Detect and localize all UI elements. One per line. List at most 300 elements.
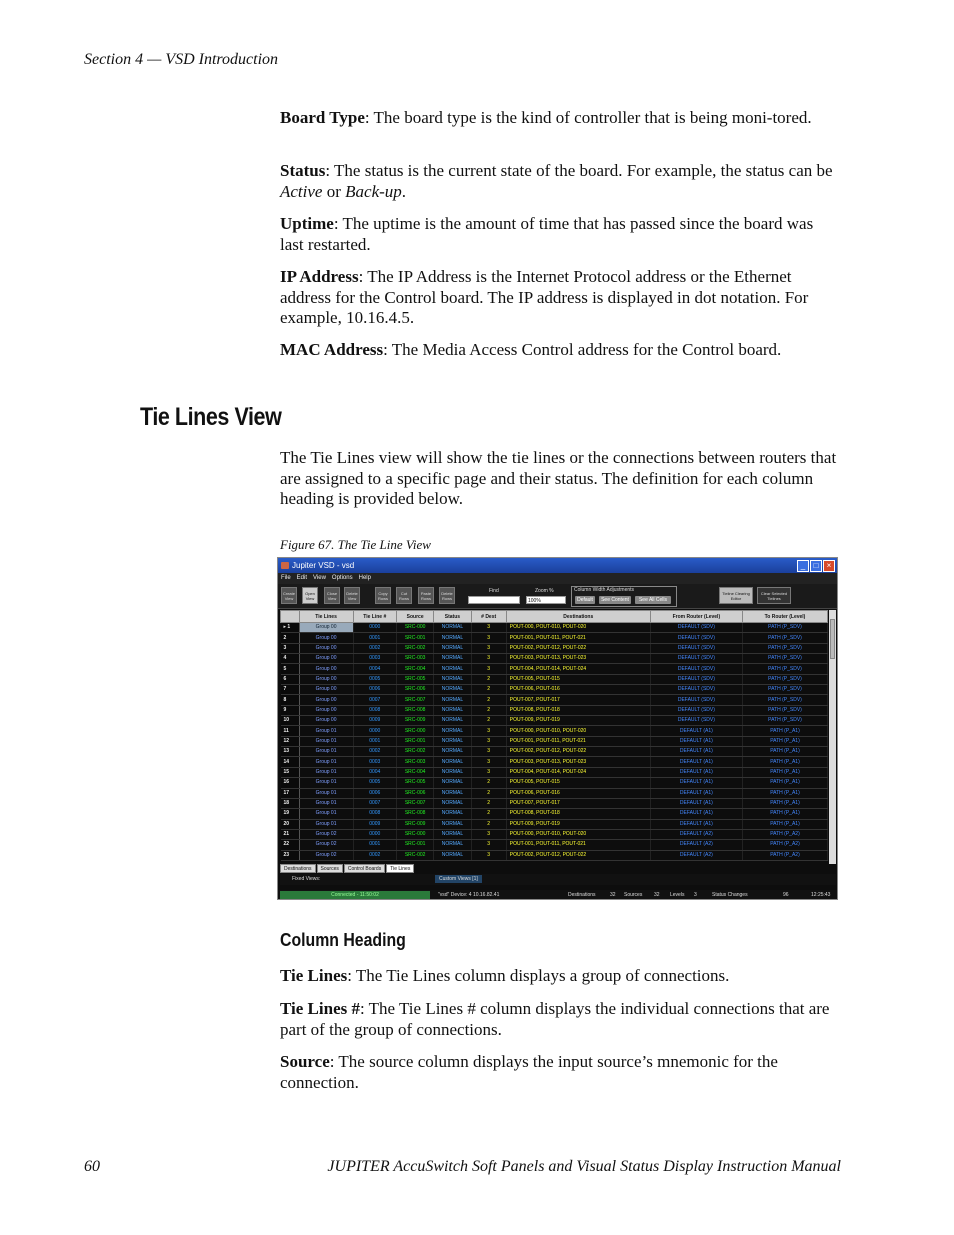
row-number[interactable]: 11 bbox=[281, 726, 300, 736]
from-router-cell[interactable]: DEFAULT (SDV) bbox=[650, 623, 742, 633]
table-row[interactable] bbox=[281, 819, 828, 829]
to-router-cell[interactable]: PATH (P_A2) bbox=[742, 840, 827, 850]
table-row[interactable] bbox=[281, 767, 828, 777]
from-router-cell[interactable]: DEFAULT (A1) bbox=[650, 819, 742, 829]
row-number[interactable]: 17 bbox=[281, 788, 300, 798]
tie-lines-text: : The Tie Lines column displays a group of connections. bbox=[347, 966, 730, 985]
table-row[interactable] bbox=[281, 798, 828, 808]
from-router-cell[interactable]: DEFAULT (A1) bbox=[650, 798, 742, 808]
destinations-cell[interactable]: POUT-005, POUT-015 bbox=[506, 674, 650, 684]
to-router-cell[interactable]: PATH (P_A1) bbox=[742, 757, 827, 767]
fixed-views-label: Fixed Views: bbox=[292, 876, 321, 882]
row-number[interactable]: 4 bbox=[281, 654, 300, 664]
open-view-button[interactable]: Open View bbox=[302, 587, 318, 604]
status-cell[interactable]: NORMAL bbox=[434, 736, 471, 746]
maximize-icon[interactable]: □ bbox=[810, 560, 822, 572]
table-row[interactable] bbox=[281, 664, 828, 674]
row-number[interactable]: 6 bbox=[281, 674, 300, 684]
column-width-label: Column Width Adjustments bbox=[574, 587, 635, 593]
to-router-cell[interactable]: PATH (P_SDV) bbox=[742, 716, 827, 726]
row-indicator-header bbox=[281, 611, 300, 623]
source-cell[interactable]: SRC-008 bbox=[397, 809, 434, 819]
uptime-paragraph bbox=[280, 214, 840, 255]
destinations-cell[interactable]: POUT-004, POUT-014, POUT-024 bbox=[506, 664, 650, 674]
destinations-cell[interactable]: POUT-008, POUT-018 bbox=[506, 809, 650, 819]
to-router-cell[interactable]: PATH (P_SDV) bbox=[742, 705, 827, 715]
source-cell[interactable]: SRC-001 bbox=[397, 633, 434, 643]
col-header[interactable]: # Dest bbox=[471, 611, 506, 623]
row-number[interactable]: 9 bbox=[281, 705, 300, 715]
tie-line-number[interactable]: 0004 bbox=[353, 767, 397, 777]
status-cell[interactable]: NORMAL bbox=[434, 643, 471, 653]
mac-address-paragraph bbox=[280, 340, 840, 361]
menu-options[interactable]: Options bbox=[331, 575, 353, 581]
dest-count-cell[interactable]: 3 bbox=[471, 664, 506, 674]
source-cell[interactable]: SRC-000 bbox=[397, 726, 434, 736]
row-number[interactable]: 14 bbox=[281, 757, 300, 767]
row-number[interactable]: 5 bbox=[281, 664, 300, 674]
tie-line-number[interactable]: 0001 bbox=[353, 633, 397, 643]
tie-line-group[interactable]: Group 01 bbox=[299, 778, 353, 788]
from-router-cell[interactable]: DEFAULT (A1) bbox=[650, 788, 742, 798]
table-row[interactable] bbox=[281, 809, 828, 819]
destinations-cell[interactable]: POUT-009, POUT-019 bbox=[506, 716, 650, 726]
to-router-cell[interactable]: PATH (P_A2) bbox=[742, 829, 827, 839]
status-cell[interactable]: NORMAL bbox=[434, 664, 471, 674]
from-router-cell[interactable]: DEFAULT (A1) bbox=[650, 726, 742, 736]
clear-selected-tielines-button[interactable]: Clear Selected Tielines bbox=[757, 587, 791, 604]
to-router-cell[interactable]: PATH (P_A1) bbox=[742, 736, 827, 746]
tie-line-group[interactable]: Group 01 bbox=[299, 788, 353, 798]
tie-line-group[interactable]: Group 00 bbox=[299, 633, 353, 643]
row-number[interactable]: 15 bbox=[281, 767, 300, 777]
menu-view[interactable]: View bbox=[313, 575, 326, 581]
minimize-icon[interactable]: _ bbox=[797, 560, 809, 572]
table-row[interactable] bbox=[281, 850, 828, 860]
from-router-cell[interactable]: DEFAULT (A2) bbox=[650, 840, 742, 850]
destinations-cell[interactable]: POUT-009, POUT-019 bbox=[506, 819, 650, 829]
source-cell[interactable]: SRC-002 bbox=[397, 643, 434, 653]
levels-count: 3 bbox=[694, 892, 697, 898]
tie-line-group[interactable]: Group 00 bbox=[299, 674, 353, 684]
dest-count-cell[interactable]: 2 bbox=[471, 705, 506, 715]
status-cell[interactable]: NORMAL bbox=[434, 654, 471, 664]
mac-address-text: : The Media Access Control address for the Control board. bbox=[383, 340, 782, 359]
status-cell[interactable]: NORMAL bbox=[434, 695, 471, 705]
dest-count-cell[interactable]: 2 bbox=[471, 695, 506, 705]
destinations-cell[interactable]: POUT-003, POUT-013, POUT-023 bbox=[506, 654, 650, 664]
row-number[interactable]: 20 bbox=[281, 819, 300, 829]
dest-count-cell[interactable]: 3 bbox=[471, 747, 506, 757]
tie-line-group[interactable]: Group 01 bbox=[299, 798, 353, 808]
app-titlebar bbox=[278, 558, 837, 573]
to-router-cell[interactable]: PATH (P_A1) bbox=[742, 819, 827, 829]
status-cell[interactable]: NORMAL bbox=[434, 726, 471, 736]
source-cell[interactable]: SRC-005 bbox=[397, 674, 434, 684]
source-cell[interactable]: SRC-001 bbox=[397, 736, 434, 746]
tie-line-group[interactable]: Group 00 bbox=[299, 654, 353, 664]
tie-line-number[interactable]: 0000 bbox=[353, 829, 397, 839]
status-text: : The status is the current state of the board. For example, the status can be bbox=[325, 161, 833, 180]
to-router-cell[interactable]: PATH (P_A1) bbox=[742, 809, 827, 819]
source-cell[interactable]: SRC-006 bbox=[397, 685, 434, 695]
tie-line-number[interactable]: 0002 bbox=[353, 747, 397, 757]
row-number[interactable]: 16 bbox=[281, 778, 300, 788]
from-router-cell[interactable]: DEFAULT (SDV) bbox=[650, 705, 742, 715]
tie-lines-number-text: : The Tie Lines # column displays the individual connections that are part of the group of connections. bbox=[280, 999, 830, 1039]
from-router-cell[interactable]: DEFAULT (SDV) bbox=[650, 633, 742, 643]
status-cell[interactable]: NORMAL bbox=[434, 705, 471, 715]
dest-count-cell[interactable]: 2 bbox=[471, 685, 506, 695]
see-all-cells-button[interactable]: See All Cells bbox=[635, 596, 671, 604]
default-width-button[interactable]: Default bbox=[575, 596, 595, 604]
cut-rows-button[interactable]: Cut Rows bbox=[396, 587, 412, 604]
row-number[interactable]: 13 bbox=[281, 747, 300, 757]
destinations-cell[interactable]: POUT-000, POUT-010, POUT-020 bbox=[506, 623, 650, 633]
table-row[interactable] bbox=[281, 747, 828, 757]
subsection-title: Column Heading bbox=[280, 930, 406, 950]
destinations-cell[interactable]: POUT-007, POUT-017 bbox=[506, 798, 650, 808]
tie-line-number[interactable]: 0003 bbox=[353, 757, 397, 767]
table-row[interactable] bbox=[281, 674, 828, 684]
menu-file[interactable]: File bbox=[281, 575, 291, 581]
tie-line-number[interactable]: 0009 bbox=[353, 716, 397, 726]
tie-line-number[interactable]: 0006 bbox=[353, 685, 397, 695]
table-row[interactable] bbox=[281, 705, 828, 715]
to-router-cell[interactable]: PATH (P_SDV) bbox=[742, 633, 827, 643]
row-number[interactable]: 8 bbox=[281, 695, 300, 705]
dest-count-cell[interactable]: 3 bbox=[471, 829, 506, 839]
destinations-cell[interactable]: POUT-003, POUT-013, POUT-023 bbox=[506, 757, 650, 767]
tab-sources[interactable]: Sources bbox=[317, 864, 343, 873]
term-status: Status bbox=[280, 161, 326, 180]
from-router-cell[interactable]: DEFAULT (A1) bbox=[650, 736, 742, 746]
status-paragraph bbox=[280, 161, 840, 202]
tab-destinations[interactable]: Destinations bbox=[280, 864, 316, 873]
row-number[interactable]: 7 bbox=[281, 685, 300, 695]
source-cell[interactable]: SRC-004 bbox=[397, 664, 434, 674]
tie-line-number[interactable]: 0005 bbox=[353, 674, 397, 684]
status-cell[interactable]: NORMAL bbox=[434, 623, 471, 633]
source-cell[interactable]: SRC-007 bbox=[397, 695, 434, 705]
col-header[interactable]: From Router (Level) bbox=[650, 611, 742, 623]
source-cell[interactable]: SRC-002 bbox=[397, 747, 434, 757]
tie-line-number[interactable]: 0009 bbox=[353, 819, 397, 829]
tie-line-group[interactable]: Group 01 bbox=[299, 819, 353, 829]
tie-line-group[interactable]: Group 01 bbox=[299, 726, 353, 736]
copy-rows-button[interactable]: Copy Rows bbox=[375, 587, 391, 604]
status-cell[interactable]: NORMAL bbox=[434, 788, 471, 798]
dest-count-cell[interactable]: 2 bbox=[471, 778, 506, 788]
row-number[interactable]: 23 bbox=[281, 850, 300, 860]
tie-line-group[interactable]: Group 00 bbox=[299, 695, 353, 705]
destinations-cell[interactable]: POUT-002, POUT-012, POUT-022 bbox=[506, 747, 650, 757]
dest-count-cell[interactable]: 2 bbox=[471, 788, 506, 798]
tie-line-group[interactable]: Group 00 bbox=[299, 685, 353, 695]
source-cell[interactable]: SRC-004 bbox=[397, 767, 434, 777]
status-cell[interactable]: NORMAL bbox=[434, 674, 471, 684]
table-row[interactable] bbox=[281, 643, 828, 653]
tie-line-group[interactable]: Group 00 bbox=[299, 664, 353, 674]
table-row[interactable] bbox=[281, 695, 828, 705]
row-number[interactable]: 12 bbox=[281, 736, 300, 746]
from-router-cell[interactable]: DEFAULT (SDV) bbox=[650, 643, 742, 653]
status-cell[interactable]: NORMAL bbox=[434, 840, 471, 850]
tie-line-number[interactable]: 0008 bbox=[353, 705, 397, 715]
menu-help[interactable]: Help bbox=[358, 575, 371, 581]
col-header[interactable]: Source bbox=[397, 611, 434, 623]
dest-count-cell[interactable]: 2 bbox=[471, 809, 506, 819]
to-router-cell[interactable]: PATH (P_SDV) bbox=[742, 654, 827, 664]
tie-line-number[interactable]: 0007 bbox=[353, 695, 397, 705]
table-row[interactable] bbox=[281, 778, 828, 788]
table-row[interactable] bbox=[281, 726, 828, 736]
close-view-button[interactable]: Close View bbox=[324, 587, 340, 604]
status-cell[interactable]: NORMAL bbox=[434, 809, 471, 819]
source-cell[interactable]: SRC-003 bbox=[397, 654, 434, 664]
destinations-cell[interactable]: POUT-001, POUT-011, POUT-021 bbox=[506, 840, 650, 850]
destinations-cell[interactable]: POUT-000, POUT-010, POUT-020 bbox=[506, 829, 650, 839]
col-header[interactable]: Status bbox=[434, 611, 471, 623]
connection-status: Connected - 11:50:02 bbox=[280, 891, 430, 899]
destinations-label: Destinations bbox=[568, 892, 596, 898]
from-router-cell[interactable]: DEFAULT (SDV) bbox=[650, 685, 742, 695]
status-cell[interactable]: NORMAL bbox=[434, 767, 471, 777]
destinations-cell[interactable]: POUT-008, POUT-018 bbox=[506, 705, 650, 715]
tie-line-number[interactable]: 0006 bbox=[353, 788, 397, 798]
to-router-cell[interactable]: PATH (P_SDV) bbox=[742, 685, 827, 695]
tie-line-group[interactable]: Group 01 bbox=[299, 767, 353, 777]
from-router-cell[interactable]: DEFAULT (SDV) bbox=[650, 674, 742, 684]
toolbar bbox=[278, 584, 837, 609]
status-cell[interactable]: NORMAL bbox=[434, 829, 471, 839]
status-cell[interactable]: NORMAL bbox=[434, 747, 471, 757]
from-router-cell[interactable]: DEFAULT (SDV) bbox=[650, 716, 742, 726]
app-icon bbox=[281, 562, 289, 569]
tie-lines-paragraph bbox=[280, 966, 840, 987]
status-cell[interactable]: NORMAL bbox=[434, 778, 471, 788]
to-router-cell[interactable]: PATH (P_SDV) bbox=[742, 643, 827, 653]
table-row[interactable] bbox=[281, 840, 828, 850]
row-number[interactable]: 2 bbox=[281, 633, 300, 643]
source-cell[interactable]: SRC-006 bbox=[397, 788, 434, 798]
tie-line-group[interactable]: Group 02 bbox=[299, 829, 353, 839]
source-cell[interactable]: SRC-000 bbox=[397, 829, 434, 839]
col-header[interactable]: Tie Line # bbox=[353, 611, 397, 623]
destinations-cell[interactable]: POUT-002, POUT-012, POUT-022 bbox=[506, 850, 650, 860]
tab-control-boards[interactable]: Control Boards bbox=[344, 864, 385, 873]
dest-count-cell[interactable]: 3 bbox=[471, 633, 506, 643]
tie-line-number[interactable]: 0003 bbox=[353, 654, 397, 664]
table-row[interactable] bbox=[281, 736, 828, 746]
custom-views-tab[interactable]: Custom Views [1] bbox=[435, 875, 482, 883]
figure-caption: Figure 67. The Tie Line View bbox=[280, 537, 431, 552]
dest-count-cell[interactable]: 2 bbox=[471, 819, 506, 829]
col-header[interactable]: To Router (Level) bbox=[742, 611, 827, 623]
source-cell[interactable]: SRC-009 bbox=[397, 716, 434, 726]
from-router-cell[interactable]: DEFAULT (A1) bbox=[650, 809, 742, 819]
tie-line-group[interactable]: Group 01 bbox=[299, 757, 353, 767]
from-router-cell[interactable]: DEFAULT (A2) bbox=[650, 850, 742, 860]
from-router-cell[interactable]: DEFAULT (SDV) bbox=[650, 654, 742, 664]
status-end: . bbox=[401, 181, 407, 201]
tie-line-group[interactable]: Group 00 bbox=[299, 623, 353, 633]
row-number[interactable]: ▸ 1 bbox=[281, 623, 300, 633]
paste-rows-button[interactable]: Paste Rows bbox=[418, 587, 434, 604]
tie-line-group[interactable]: Group 00 bbox=[299, 716, 353, 726]
table-row[interactable] bbox=[281, 788, 828, 798]
destinations-cell[interactable]: POUT-000, POUT-010, POUT-020 bbox=[506, 726, 650, 736]
destinations-cell[interactable]: POUT-002, POUT-012, POUT-022 bbox=[506, 643, 650, 653]
from-router-cell[interactable]: DEFAULT (A1) bbox=[650, 757, 742, 767]
to-router-cell[interactable]: PATH (P_A1) bbox=[742, 788, 827, 798]
tie-line-number[interactable]: 0000 bbox=[353, 623, 397, 633]
dest-count-cell[interactable]: 3 bbox=[471, 643, 506, 653]
to-router-cell[interactable]: PATH (P_SDV) bbox=[742, 664, 827, 674]
source-cell[interactable]: SRC-001 bbox=[397, 840, 434, 850]
create-view-button[interactable]: Create View bbox=[281, 587, 297, 604]
status-cell[interactable]: NORMAL bbox=[434, 757, 471, 767]
tie-line-number[interactable]: 0008 bbox=[353, 809, 397, 819]
tie-line-group[interactable]: Group 00 bbox=[299, 643, 353, 653]
tie-line-group[interactable]: Group 02 bbox=[299, 840, 353, 850]
status-cell[interactable]: NORMAL bbox=[434, 798, 471, 808]
destinations-count: 32 bbox=[610, 892, 616, 898]
source-cell[interactable]: SRC-002 bbox=[397, 850, 434, 860]
app-title: Jupiter VSD - vsd bbox=[292, 561, 355, 570]
dest-count-cell[interactable]: 3 bbox=[471, 623, 506, 633]
tie-line-number[interactable]: 0000 bbox=[353, 726, 397, 736]
status-cell[interactable]: NORMAL bbox=[434, 819, 471, 829]
to-router-cell[interactable]: PATH (P_SDV) bbox=[742, 623, 827, 633]
destinations-cell[interactable]: POUT-006, POUT-016 bbox=[506, 685, 650, 695]
term-tie-lines-number: Tie Lines # bbox=[280, 999, 360, 1018]
destinations-cell[interactable]: POUT-007, POUT-017 bbox=[506, 695, 650, 705]
from-router-cell[interactable]: DEFAULT (SDV) bbox=[650, 695, 742, 705]
from-router-cell[interactable]: DEFAULT (A1) bbox=[650, 778, 742, 788]
term-ip-address: IP Address bbox=[280, 267, 359, 286]
status-cell[interactable]: NORMAL bbox=[434, 685, 471, 695]
footer-title: JUPITER AccuSwitch Soft Panels and Visual Status Display Instruction Manual bbox=[327, 1158, 841, 1175]
vsd-screenshot bbox=[277, 557, 838, 900]
table-row[interactable] bbox=[281, 633, 828, 643]
term-tie-lines: Tie Lines bbox=[280, 966, 348, 985]
dest-count-cell[interactable]: 3 bbox=[471, 767, 506, 777]
tie-line-number[interactable]: 0002 bbox=[353, 850, 397, 860]
tie-line-number[interactable]: 0001 bbox=[353, 840, 397, 850]
dest-count-cell[interactable]: 3 bbox=[471, 736, 506, 746]
term-board-type: Board Type bbox=[280, 108, 365, 127]
row-number[interactable]: 3 bbox=[281, 643, 300, 653]
destinations-cell[interactable]: POUT-004, POUT-014, POUT-024 bbox=[506, 767, 650, 777]
zoom-select[interactable]: 100% bbox=[526, 596, 566, 604]
source-cell[interactable]: SRC-003 bbox=[397, 757, 434, 767]
dest-count-cell[interactable]: 3 bbox=[471, 840, 506, 850]
to-router-cell[interactable]: PATH (P_A1) bbox=[742, 798, 827, 808]
from-router-cell[interactable]: DEFAULT (A1) bbox=[650, 747, 742, 757]
dest-count-cell[interactable]: 2 bbox=[471, 674, 506, 684]
tie-line-group[interactable]: Group 01 bbox=[299, 809, 353, 819]
status-cell[interactable]: NORMAL bbox=[434, 633, 471, 643]
ip-address-paragraph bbox=[280, 267, 840, 329]
destinations-cell[interactable]: POUT-001, POUT-011, POUT-021 bbox=[506, 736, 650, 746]
row-number[interactable]: 18 bbox=[281, 798, 300, 808]
row-number[interactable]: 21 bbox=[281, 829, 300, 839]
delete-rows-button[interactable]: Delete Rows bbox=[439, 587, 455, 604]
col-header[interactable]: Tie Lines bbox=[299, 611, 353, 623]
sources-count: 32 bbox=[654, 892, 660, 898]
running-head: Section 4 — VSD Introduction bbox=[84, 51, 279, 68]
tie-line-number[interactable]: 0007 bbox=[353, 798, 397, 808]
grid-scrollbar[interactable] bbox=[829, 610, 836, 864]
to-router-cell[interactable]: PATH (P_SDV) bbox=[742, 674, 827, 684]
col-header[interactable]: Destinations bbox=[506, 611, 650, 623]
tie-line-group[interactable]: Group 00 bbox=[299, 705, 353, 715]
scrollbar-thumb[interactable] bbox=[830, 619, 835, 659]
source-cell[interactable]: SRC-000 bbox=[397, 623, 434, 633]
dest-count-cell[interactable]: 3 bbox=[471, 757, 506, 767]
see-content-button[interactable]: See Content bbox=[599, 596, 631, 604]
dest-count-cell[interactable]: 3 bbox=[471, 850, 506, 860]
dest-count-cell[interactable]: 3 bbox=[471, 726, 506, 736]
close-icon[interactable]: × bbox=[823, 560, 835, 572]
destinations-cell[interactable]: POUT-001, POUT-011, POUT-021 bbox=[506, 633, 650, 643]
table-row[interactable] bbox=[281, 829, 828, 839]
to-router-cell[interactable]: PATH (P_A1) bbox=[742, 726, 827, 736]
tie-line-number[interactable]: 0005 bbox=[353, 778, 397, 788]
to-router-cell[interactable]: PATH (P_SDV) bbox=[742, 695, 827, 705]
source-cell[interactable]: SRC-005 bbox=[397, 778, 434, 788]
table-row[interactable] bbox=[281, 623, 828, 633]
to-router-cell[interactable]: PATH (P_A2) bbox=[742, 850, 827, 860]
tie-line-number[interactable]: 0002 bbox=[353, 643, 397, 653]
delete-view-button[interactable]: Delete View bbox=[344, 587, 360, 604]
menu-edit[interactable]: Edit bbox=[296, 575, 308, 581]
status-cell[interactable]: NORMAL bbox=[434, 850, 471, 860]
table-row[interactable] bbox=[281, 685, 828, 695]
find-input[interactable] bbox=[468, 596, 520, 604]
source-cell[interactable]: SRC-007 bbox=[397, 798, 434, 808]
tab-tie-lines[interactable]: Tie Lines bbox=[386, 864, 414, 873]
tie-line-group[interactable]: Group 01 bbox=[299, 736, 353, 746]
source-cell[interactable]: SRC-008 bbox=[397, 705, 434, 715]
from-router-cell[interactable]: DEFAULT (A1) bbox=[650, 767, 742, 777]
from-router-cell[interactable]: DEFAULT (SDV) bbox=[650, 664, 742, 674]
row-number[interactable]: 10 bbox=[281, 716, 300, 726]
to-router-cell[interactable]: PATH (P_A1) bbox=[742, 747, 827, 757]
table-row[interactable] bbox=[281, 654, 828, 664]
table-row[interactable] bbox=[281, 757, 828, 767]
tie-line-group[interactable]: Group 01 bbox=[299, 747, 353, 757]
source-cell[interactable]: SRC-009 bbox=[397, 819, 434, 829]
row-number[interactable]: 19 bbox=[281, 809, 300, 819]
tie-line-group[interactable]: Group 02 bbox=[299, 850, 353, 860]
dest-count-cell[interactable]: 2 bbox=[471, 716, 506, 726]
destinations-cell[interactable]: POUT-006, POUT-016 bbox=[506, 788, 650, 798]
destinations-cell[interactable]: POUT-005, POUT-015 bbox=[506, 778, 650, 788]
to-router-cell[interactable]: PATH (P_A1) bbox=[742, 778, 827, 788]
row-number[interactable]: 22 bbox=[281, 840, 300, 850]
tieline-clearing-editor-button[interactable]: Tieline Clearing Editor bbox=[719, 587, 753, 604]
dest-count-cell[interactable]: 2 bbox=[471, 798, 506, 808]
from-router-cell[interactable]: DEFAULT (A2) bbox=[650, 829, 742, 839]
status-cell[interactable]: NORMAL bbox=[434, 716, 471, 726]
to-router-cell[interactable]: PATH (P_A1) bbox=[742, 767, 827, 777]
tie-line-number[interactable]: 0001 bbox=[353, 736, 397, 746]
table-row[interactable] bbox=[281, 716, 828, 726]
tie-line-number[interactable]: 0004 bbox=[353, 664, 397, 674]
dest-count-cell[interactable]: 3 bbox=[471, 654, 506, 664]
